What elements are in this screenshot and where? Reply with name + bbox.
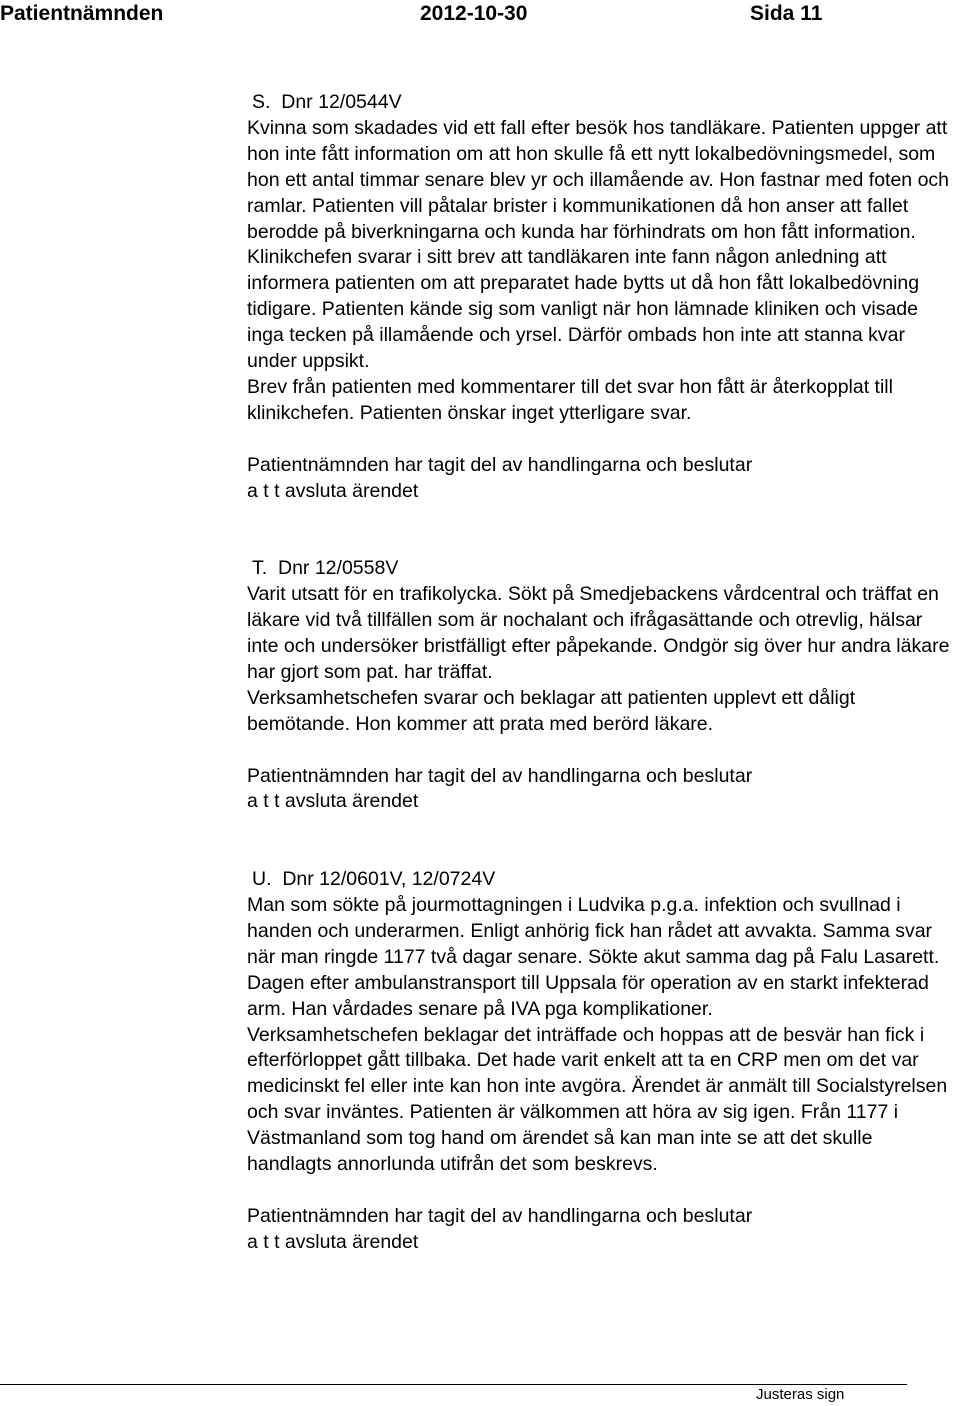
case-paragraph: Verksamhetschefen beklagar det inträffade och hoppas att de besvär han fick i efterförloppet gått tillbaka. Det hade varit enkelt att ta en CRP men om det var medicinskt fel eller inte kan hon inte avgöra. Ärendet är anmält till Socialstyrelsen och svar inväntes. Patienten är välkommen att höra av sig igen. Från 1177 i Västmanland som tog hand om ärendet så kan man inte se att det skulle handlagts annorlunda utifrån det som beskrevs. (247, 1023, 948, 1176)
decision-statement: Patientnämnden har tagit del av handlingarna och beslutar (247, 453, 753, 476)
case-decision (247, 1204, 959, 1256)
header-page-number: Sida 11 (750, 2, 823, 25)
case-description (247, 893, 959, 1178)
decision-outcome: a t t avsluta ärendet (247, 1230, 419, 1253)
case-reference: T. Dnr 12/0558V (252, 557, 399, 580)
signature-label: Justeras sign (756, 1386, 845, 1403)
decision-statement: Patientnämnden har tagit del av handlingarna och beslutar (247, 764, 753, 787)
case-paragraph: Verksamhetschefen svarar och beklagar att patienten upplevt ett dåligt bemötande. Hon kommer att prata med berörd läkare. (247, 686, 856, 735)
header-organization: Patientnämnden (0, 2, 164, 25)
decision-outcome: a t t avsluta ärendet (247, 790, 419, 813)
page-header (0, 0, 960, 30)
minutes-content (247, 90, 959, 1256)
signature-line (0, 1384, 907, 1385)
case-reference: S. Dnr 12/0544V (252, 91, 402, 113)
case-paragraph: Klinikchefen svarar i sitt brev att tandläkaren inte fann någon anledning att informera patienten om att preparatet hade bytts ut då hon fått lokalbedövning tidigare. Patienten kände sig som vanligt när hon lämnade kliniken och visade inga tecken på illamående och yrsel. Därför ombads hon inte att stanna kvar under uppsikt. (247, 246, 920, 373)
case-paragraph: Kvinna som skadades vid ett fall efter besök hos tandläkare. Patienten uppger att hon inte fått information om att hon skulle få ett nytt lokalbedövningsmedel, som hon ett antal timmar senare blev yr och illamående av. Hon fastnar med foten och ramlar. Patienten vill påtalar brister i kommunikationen då hon anser att fallet berodde på biverkningarna och kunda har förhindrats om hon fått information. (247, 116, 950, 243)
header-date: 2012-10-30 (420, 2, 528, 25)
case-paragraph: Brev från patienten med kommentarer till det svar hon fått är återkopplat till klinikchefen. Patienten önskar inget ytterligare svar. (247, 375, 893, 424)
decision-outcome: a t t avsluta ärendet (247, 479, 419, 502)
case-decision (247, 453, 959, 505)
case-t (247, 556, 959, 815)
case-description (247, 116, 959, 427)
case-paragraph: Man som sökte på jourmottagningen i Ludvika p.g.a. infektion och svullnad i handen och underarmen. Enligt anhörig fick han rådet att avvakta. Samma svar när man ringde 1177 två dagar senare. Sökte akut samma dag på Falu Lasarett. Dagen efter ambulanstransport till Uppsala för operation av en starkt infekterad arm. Han vårdades senare på IVA pga komplikationer. (247, 894, 940, 1020)
section-spacer (247, 815, 959, 867)
case-decision (247, 764, 959, 816)
decision-statement: Patientnämnden har tagit del av handlingarna och beslutar (247, 1204, 753, 1227)
case-reference: U. Dnr 12/0601V, 12/0724V (252, 868, 496, 891)
section-spacer (247, 504, 959, 556)
case-paragraph: Varit utsatt för en trafikolycka. Sökt på Smedjebackens vårdcentral och träffat en läkare vid två tillfällen som är nochalant och ifrågasättande och otrevlig, hälsar inte och undersöker bristfälligt efter påpekande. Ondgör sig över hur andra läkare har gjort som pat. har träffat. (247, 583, 950, 683)
case-u (247, 867, 959, 1256)
case-description (247, 582, 959, 737)
case-s (247, 90, 959, 504)
